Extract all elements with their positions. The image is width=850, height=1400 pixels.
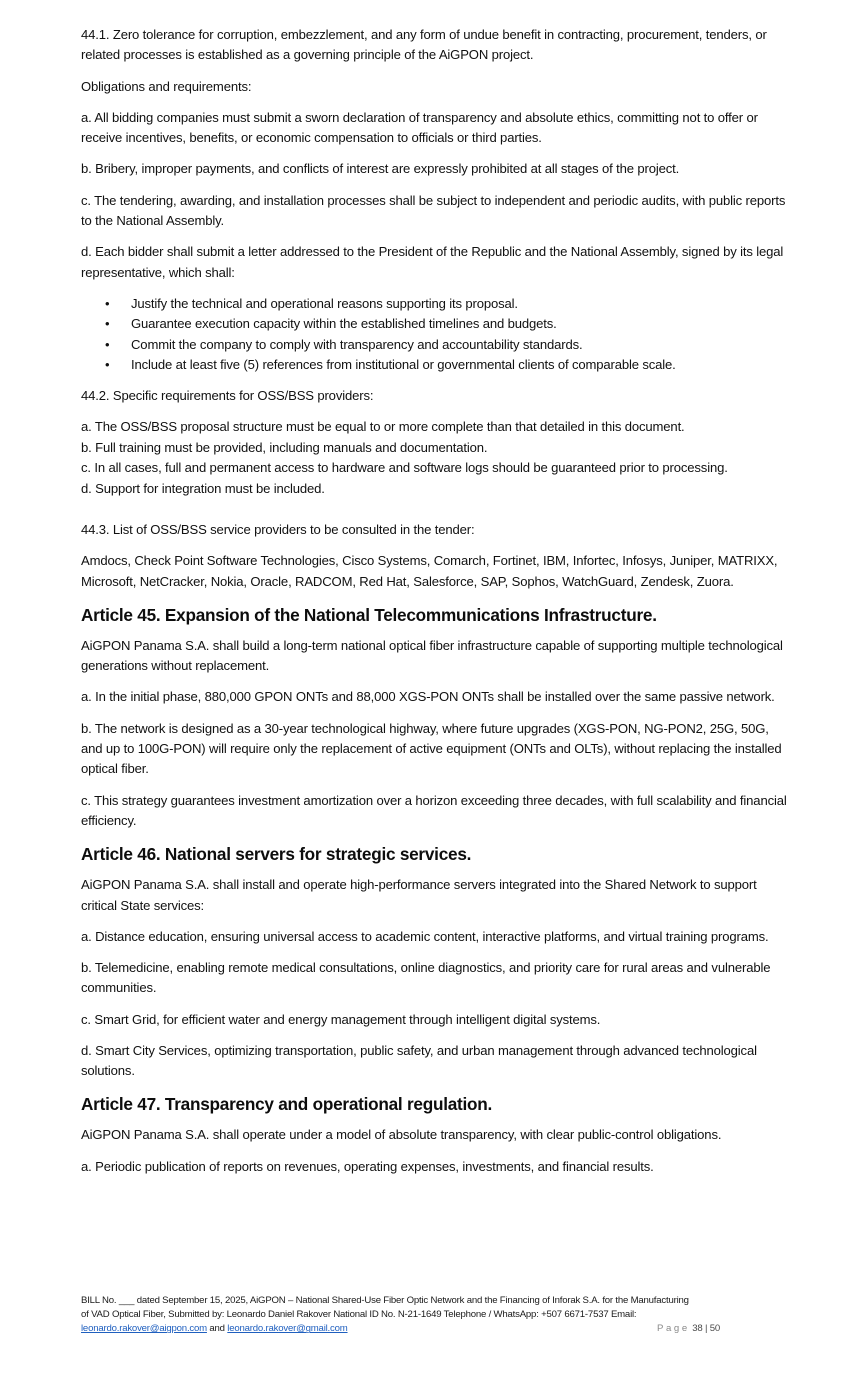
footer-line-1: BILL No. ___ dated September 15, 2025, AiGPON – National Shared-Use Fiber Optic Network and the Financing of Inforak S.A. for the Manufacturing	[81, 1295, 689, 1306]
article-46-d: d. Smart City Services, optimizing transportation, public safety, and urban management through advanced technological solutions.	[81, 1042, 757, 1079]
paragraph-44-2: 44.2. Specific requirements for OSS/BSS providers:	[81, 388, 374, 404]
list-item	[81, 335, 793, 355]
email-link-aigpon[interactable]: leonardo.rakover@aigpon.com	[81, 1323, 207, 1335]
footer-line-3	[81, 1322, 777, 1336]
article-46-intro: AiGPON Panama S.A. shall install and operate high-performance servers integrated into the Shared Network to support critical State services:	[81, 877, 757, 913]
email-link-gmail[interactable]: leonardo.rakover@gmail.com	[227, 1323, 348, 1335]
bullet-icon: •	[105, 357, 110, 373]
obligation-a: a. All bidding companies must submit a sworn declaration of transparency and absolute ethics, committing not to offer or receive incentives, benefits, or economic compensation to officials or third parties.	[81, 109, 758, 146]
page-current: 38	[692, 1323, 703, 1335]
oss-bss-requirements	[81, 417, 793, 499]
page-footer	[81, 1294, 777, 1337]
letter-requirements-list	[81, 294, 793, 376]
list-item	[81, 294, 793, 314]
providers-list: Amdocs, Check Point Software Technologies, Cisco Systems, Comarch, Fortinet, IBM, Infortec, Infosys, Juniper, MATRIXX, Microsoft, NetCracker, Nokia, Oracle, RADCOM, Red Hat, Salesforce, SAP, Sophos, WatchGuard, Zendesk, Zuora.	[81, 553, 778, 589]
page-total: 50	[709, 1323, 721, 1335]
list-item-text: Justify the technical and operational reasons supporting its proposal.	[131, 295, 518, 311]
article-45-c: c. This strategy guarantees investment amortization over a horizon exceeding three decades, with full scalability and financial efficiency.	[81, 792, 787, 828]
list-item-text: Guarantee execution capacity within the established timelines and budgets.	[131, 316, 557, 332]
obligations-heading: Obligations and requirements:	[81, 78, 252, 94]
obligation-d: d. Each bidder shall submit a letter addressed to the President of the Republic and the National Assembly, signed by its legal representative, which shall:	[81, 244, 784, 280]
obligation-c: c. The tendering, awarding, and installation processes shall be subject to independent and periodic audits, with public reports to the National Assembly.	[81, 192, 786, 229]
article-46-c: c. Smart Grid, for efficient water and energy management through intelligent digital systems.	[81, 1011, 601, 1027]
requirement-b: b. Full training must be provided, including manuals and documentation.	[81, 439, 488, 455]
article-46-title: Article 46. National servers for strategic services.	[81, 844, 472, 865]
article-45-intro: AiGPON Panama S.A. shall build a long-term national optical fiber infrastructure capable of supporting multiple technological generations without replacement.	[81, 637, 783, 674]
paragraph-44-1: 44.1. Zero tolerance for corruption, embezzlement, and any form of undue benefit in contracting, procurement, tenders, or related processes is established as a governing principle of the AiGPON project.	[81, 27, 767, 63]
article-46-b: b. Telemedicine, enabling remote medical consultations, online diagnostics, and priority care for rural areas and vulnerable communities.	[81, 959, 771, 996]
list-item-text: Include at least five (5) references from institutional or governmental clients of comparable scale.	[131, 357, 676, 373]
page-number	[657, 1322, 720, 1336]
obligation-b: b. Bribery, improper payments, and conflicts of interest are expressly prohibited at all stages of the project.	[81, 161, 680, 177]
footer-and: and	[209, 1323, 225, 1335]
article-45-a: a. In the initial phase, 880,000 GPON ONTs and 88,000 XGS-PON ONTs shall be installed over the same passive network.	[81, 689, 775, 705]
list-item	[81, 355, 793, 375]
page-separator: |	[705, 1323, 708, 1335]
list-item-text: Commit the company to comply with transparency and accountability standards.	[131, 336, 583, 352]
page-label: Page	[657, 1323, 690, 1335]
bullet-icon: •	[105, 316, 110, 332]
article-47-a: a. Periodic publication of reports on revenues, operating expenses, investments, and financial results.	[81, 1158, 654, 1174]
article-45-title: Article 45. Expansion of the National Telecommunications Infrastructure.	[81, 604, 657, 625]
article-47-intro: AiGPON Panama S.A. shall operate under a model of absolute transparency, with clear public-control obligations.	[81, 1127, 722, 1143]
requirement-c: c. In all cases, full and permanent access to hardware and software logs should be guaranteed prior to processing.	[81, 460, 728, 476]
paragraph-44-3: 44.3. List of OSS/BSS service providers to be consulted in the tender:	[81, 521, 475, 537]
bullet-icon: •	[105, 336, 110, 352]
article-46-a: a. Distance education, ensuring universal access to academic content, interactive platforms, and virtual training programs.	[81, 928, 769, 944]
requirement-a: a. The OSS/BSS proposal structure must be equal to or more complete than that detailed in this document.	[81, 419, 685, 435]
spacer	[81, 510, 793, 520]
bullet-icon: •	[105, 295, 110, 311]
list-item	[81, 314, 793, 334]
requirement-d: d. Support for integration must be included.	[81, 480, 325, 496]
article-47-title: Article 47. Transparency and operational regulation.	[81, 1094, 493, 1115]
document-page	[81, 25, 793, 1188]
article-45-b: b. The network is designed as a 30-year technological highway, where future upgrades (XGS-PON, NG-PON2, 25G, 50G, and up to 100G-PON) will require only the replacement of active equipment (ONTs and OLTs), without replacing the installed optical fiber.	[81, 720, 782, 777]
footer-line-2: of VAD Optical Fiber, Submitted by: Leonardo Daniel Rakover National ID No. N-21-1649 Telephone / WhatsApp: +507 6671-7537 Email:	[81, 1309, 637, 1321]
